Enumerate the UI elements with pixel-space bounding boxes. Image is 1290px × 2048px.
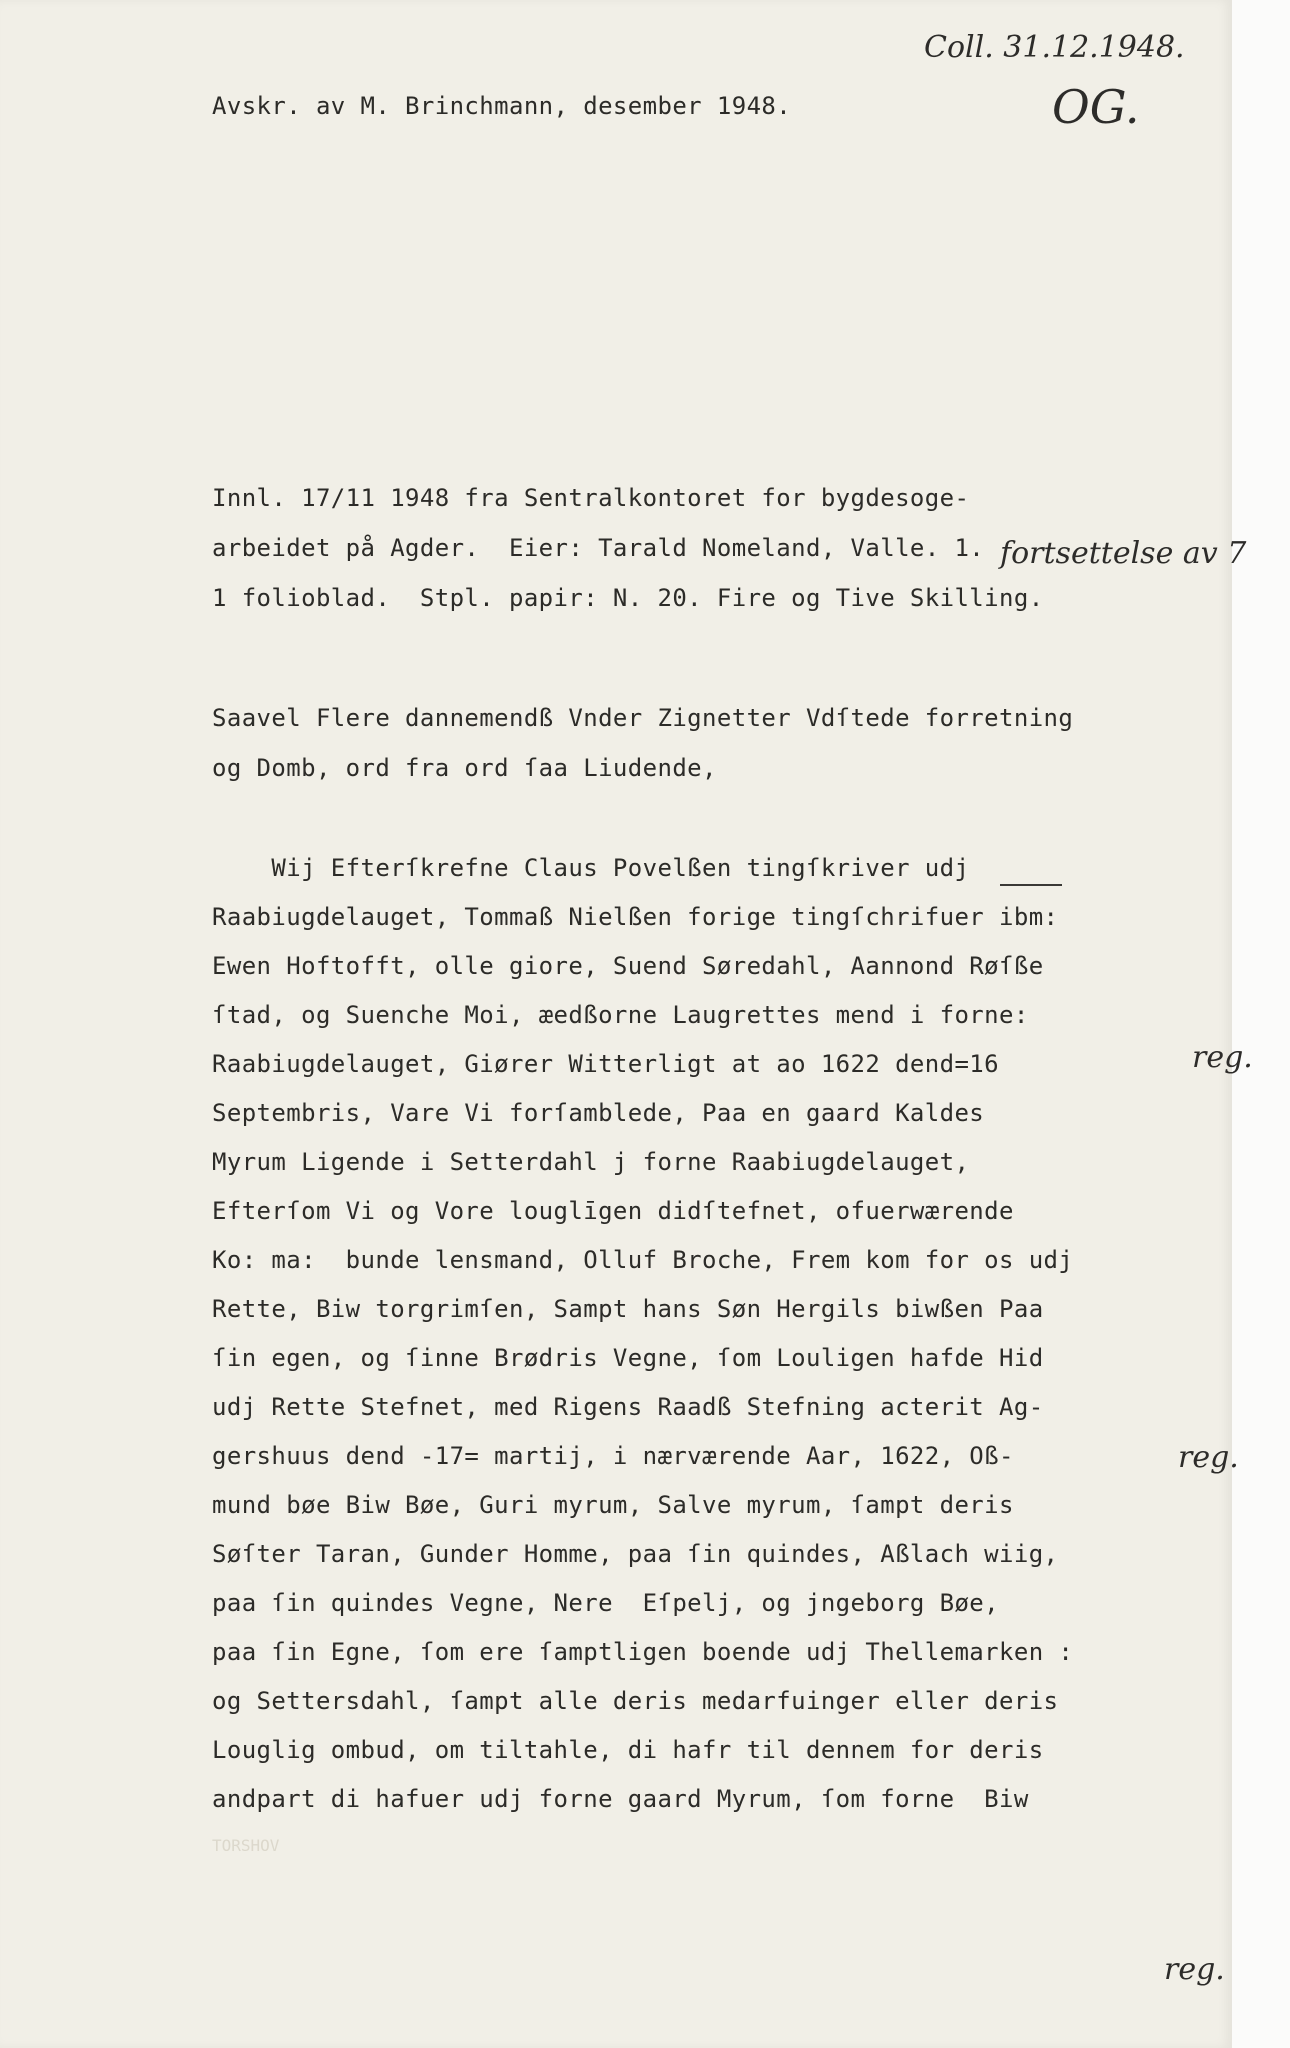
body-line: paa ſin quindes Vegne, Nere Eſpelj, og jngeborg Bøe, [212, 1589, 1000, 1617]
preamble-line: Saavel Flere dannemendß Vnder Zignetter Vdſtede forretning [212, 704, 1074, 732]
body-line: paa ſin Egne, ſom ere ſamptligen boende udj Thellemarken : [212, 1638, 1074, 1666]
body-line: Wij Efterſkrefne Claus Povelßen tingſkriver udj [212, 854, 970, 882]
body-line: Septembris, Vare Vi forſamblede, Paa en gaard Kaldes [212, 1099, 985, 1127]
body-line: udj Rette Stefnet, med Rigens Raadß Stefning acterit Ag- [212, 1393, 1044, 1421]
page-margin [1232, 0, 1290, 2048]
handwritten-reg-mark: reg. [1164, 1952, 1225, 1987]
body-line: Raabiugdelauget, Tommaß Nielßen forige tingſchrifuer ibm: [212, 903, 1059, 931]
body-line: Rette, Biw torgrimſen, Sampt hans Søn Hergils biwßen Paa [212, 1295, 1044, 1323]
body-line: Ko: ma: bunde lensmand, Olluf Broche, Frem kom for os udj [212, 1246, 1074, 1274]
handwritten-initials: OG. [1052, 80, 1140, 134]
preamble-line: og Domb, ord fra ord ſaa Liudende, [212, 754, 717, 782]
body-line: Efterſom Vi og Vore louglīgen didſtefnet, ofuerwærende [212, 1197, 1014, 1225]
body-line: Søſter Taran, Gunder Homme, paa ſin quindes, Aßlach wiig, [212, 1540, 1059, 1568]
faint-stamp-text: TORSHOV [212, 1836, 280, 1855]
underline-mark [1000, 884, 1062, 886]
body-line: ſtad, og Suenche Moi, æedßorne Laugrettes mend i forne: [212, 1001, 1029, 1029]
body-line: og Settersdahl, ſampt alle deris medarfuinger eller deris [212, 1687, 1059, 1715]
intro-line: 1 folioblad. Stpl. papir: N. 20. Fire og Tive Skilling. [212, 584, 1044, 612]
body-line: Ewen Hoftofft, olle giore, Suend Søredahl, Aannond Røſße [212, 952, 1044, 980]
intro-line: arbeidet på Agder. Eier: Tarald Nomeland, Valle. 1. [212, 534, 985, 562]
handwritten-reg-mark: reg. [1178, 1440, 1239, 1475]
body-line: andpart di hafuer udj forne gaard Myrum, ſom forne Biw [212, 1785, 1029, 1813]
body-line: Raabiugdelauget, Giører Witterligt at ao 1622 dend=16 [212, 1050, 1000, 1078]
body-line: ſin egen, og ſinne Brødris Vegne, ſom Louligen hafde Hid [212, 1344, 1044, 1372]
handwritten-continued-note: fortsettelse av 7 [1000, 536, 1247, 571]
body-line: Myrum Ligende i Setterdahl j forne Raabiugdelauget, [212, 1148, 970, 1176]
body-line: gershuus dend -17= martij, i nærværende Aar, 1622, Oß- [212, 1442, 1014, 1470]
body-line: Louglig ombud, om tiltahle, di hafr til dennem for deris [212, 1736, 1044, 1764]
handwritten-date: Coll. 31.12.1948. [924, 30, 1185, 65]
transcriber-note: Avskr. av M. Brinchmann, desember 1948. [212, 92, 792, 120]
body-line: mund bøe Biw Bøe, Guri myrum, Salve myrum, ſampt deris [212, 1491, 1014, 1519]
intro-line: Innl. 17/11 1948 fra Sentralkontoret for bygdesoge- [212, 484, 970, 512]
handwritten-reg-mark: reg. [1192, 1040, 1253, 1075]
